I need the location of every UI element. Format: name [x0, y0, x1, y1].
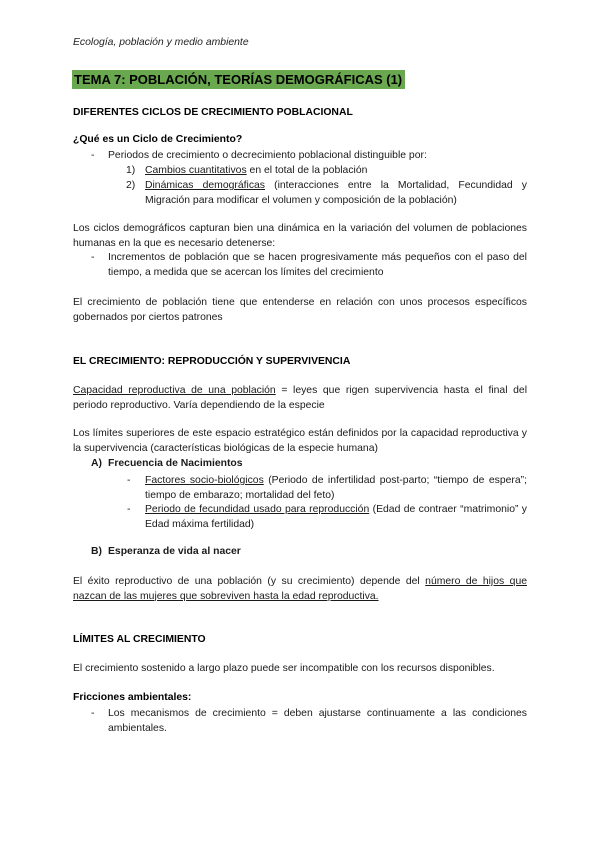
underlined-term: Cambios cuantitativos — [145, 165, 247, 176]
list-item — [145, 179, 527, 208]
paragraph: Los límites superiores de este espacio estratégico están definidos por la capacidad reproductiva y la supervivencia (características biológicas de la especie humana) — [73, 428, 527, 454]
page-header: Ecología, población y medio ambiente — [73, 37, 249, 48]
subheading-frecuencia: Frecuencia de Nacimientos — [108, 458, 243, 469]
bullet-text: Incrementos de población que se hacen progresivamente más pequeños con el paso del tiempo, a medida que se acercan los límites del crecimiento — [108, 252, 527, 278]
list-item — [145, 164, 527, 179]
bullet-rest: (Edad de contraer “matrimonio” y Edad máxima fertilidad) — [145, 504, 528, 530]
bullet-text — [145, 503, 527, 532]
section-heading-crecimiento: EL CRECIMIENTO: REPRODUCCIÓN Y SUPERVIVENCIA — [73, 356, 351, 367]
paragraph: El crecimiento de población tiene que entenderse en relación con unos procesos específicos gobernados por ciertos patrones — [73, 297, 527, 323]
bullet-dash: - — [91, 708, 95, 719]
underlined-term: Periodo de fecundidad usado para reproducción — [145, 504, 370, 515]
subheading-label: A) — [91, 458, 102, 469]
section-heading-ciclos: DIFERENTES CICLOS DE CRECIMIENTO POBLACIONAL — [73, 107, 353, 118]
page-title: TEMA 7: POBLACIÓN, TEORÍAS DEMOGRÁFICAS (1) — [72, 70, 405, 89]
bullet-text: Periodos de crecimiento o decrecimiento poblacional distinguible por: — [108, 150, 427, 161]
list-item-text: en el total de la población — [246, 165, 368, 176]
paragraph: El crecimiento sostenido a largo plazo puede ser incompatible con los recursos disponibles. — [73, 663, 495, 674]
subheading-fricciones: Fricciones ambientales: — [73, 692, 192, 703]
list-number: 2) — [126, 180, 136, 191]
paragraph-text: = leyes que rigen supervivencia hasta el final del periodo reproductivo. Varía dependiendo de la especie — [73, 385, 527, 411]
paragraph: Los ciclos demográficos capturan bien una dinámica en la variación del volumen de poblaciones humanas en la que es necesario detenerse: — [73, 223, 527, 249]
bullet-dash: - — [91, 252, 95, 263]
bullet-text: Los mecanismos de crecimiento = deben ajustarse continuamente a las condiciones ambientales. — [108, 708, 527, 734]
list-item-text: (interacciones entre la Mortalidad, Fecundidad y Migración para modificar el volumen y composición de la población) — [145, 180, 527, 206]
underlined-term: número de hijos que nazcan de las mujeres que sobreviven hasta la edad reproductiva. — [73, 576, 527, 602]
paragraph — [73, 575, 527, 604]
bullet-dash: - — [91, 150, 95, 161]
paragraph — [73, 384, 527, 413]
subheading-label: B) — [91, 546, 102, 557]
underlined-term: Dinámicas demográficas — [145, 180, 265, 191]
question-heading: ¿Qué es un Ciclo de Crecimiento? — [73, 134, 243, 145]
underlined-term: Factores socio-biológicos — [145, 475, 264, 486]
paragraph-text: El éxito reproductivo de una población (y su crecimiento) depende del — [73, 576, 426, 587]
section-heading-limites: LÍMITES AL CRECIMIENTO — [73, 634, 206, 645]
subheading-esperanza: Esperanza de vida al nacer — [108, 546, 241, 557]
underlined-term: Capacidad reproductiva de una población — [73, 385, 276, 396]
list-number: 1) — [126, 165, 136, 176]
bullet-rest: (Periodo de infertilidad post-parto; “tiempo de espera”; tiempo de embarazo; mortalidad del feto) — [145, 475, 527, 501]
bullet-dash: - — [127, 475, 131, 486]
bullet-dash: - — [127, 504, 131, 515]
bullet-text — [145, 474, 527, 503]
